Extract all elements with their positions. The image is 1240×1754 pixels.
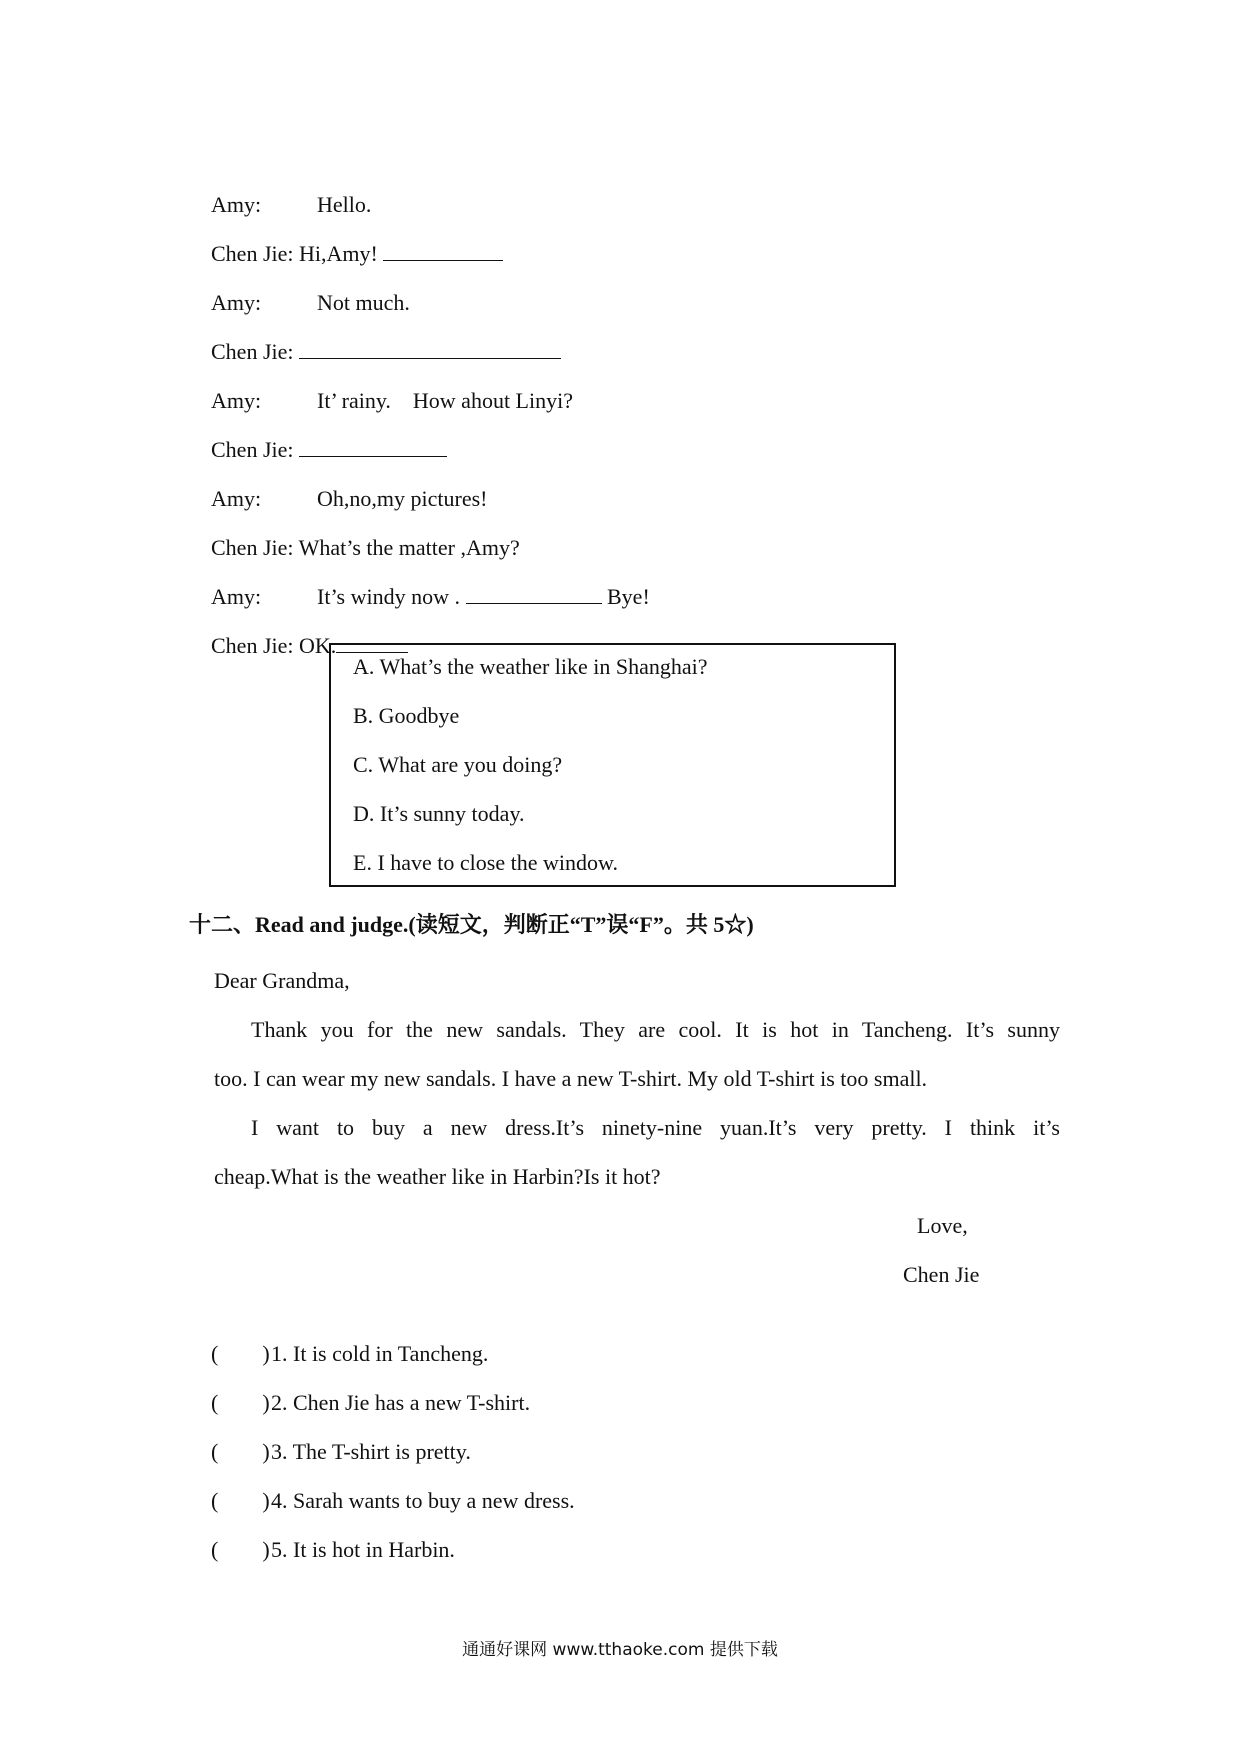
section-heading: 十二、Read and judge.(读短文，判断正“T”误“F”。共 5☆) [189, 912, 754, 937]
dialogue-text: What’s the matter ,Amy? [293, 535, 520, 560]
speaker-label: Chen Jie: [211, 339, 294, 364]
letter-closing: Love, [917, 1213, 968, 1238]
answer-paren[interactable]: ( ) [211, 1390, 270, 1415]
dialogue-text: It’ rainy. How ahout Linyi? [317, 388, 573, 413]
answer-paren[interactable]: ( ) [211, 1341, 270, 1366]
question-text: 1. It is cold in Tancheng. [271, 1341, 489, 1366]
dialogue-text: Hi,Amy! [293, 241, 384, 266]
option-c: C. What are you doing? [353, 752, 563, 777]
letter-signature: Chen Jie [903, 1262, 980, 1287]
question-item [189, 1505, 455, 1595]
question-text: 5. It is hot in Harbin. [271, 1537, 455, 1562]
speaker-label: Chen Jie: [211, 535, 294, 560]
page-footer: 通通好课网 www.tthaoke.com 提供下载 [462, 1640, 778, 1660]
question-text: 2. Chen Jie has a new T-shirt. [271, 1390, 531, 1415]
speaker-label: Amy: [211, 584, 262, 609]
question-text: 4. Sarah wants to buy a new dress. [271, 1488, 575, 1513]
answer-paren[interactable]: ( ) [211, 1537, 270, 1562]
dialogue-text: Not much. [317, 290, 410, 315]
option-d: D. It’s sunny today. [353, 801, 525, 826]
dialogue-text: Hello. [317, 192, 372, 217]
dialogue-text: Bye! [601, 584, 650, 609]
letter-greeting: Dear Grandma, [214, 968, 350, 993]
options-box [329, 643, 896, 887]
letter-paragraph-line: cheap.What is the weather like in Harbin?Is it hot? [214, 1164, 661, 1189]
answer-paren[interactable]: ( ) [211, 1488, 270, 1513]
question-text: 3. The T-shirt is pretty. [271, 1439, 471, 1464]
dialogue-text: It’s windy now . [317, 584, 466, 609]
letter-paragraph-line: I want to buy a new dress.It’s ninety-nine yuan.It’s very pretty. I think it’s [251, 1115, 1060, 1140]
dialogue-text: OK. [293, 633, 337, 658]
speaker-label: Chen Jie: [211, 241, 294, 266]
option-a: A. What’s the weather like in Shanghai? [353, 654, 708, 679]
option-b: B. Goodbye [353, 703, 460, 728]
letter-paragraph-line: too. I can wear my new sandals. I have a new T-shirt. My old T-shirt is too small. [214, 1066, 928, 1091]
speaker-label: Chen Jie: [211, 633, 294, 658]
dialogue-text: Oh,no,my pictures! [317, 486, 488, 511]
speaker-label: Amy: [211, 290, 262, 315]
answer-blank[interactable] [466, 583, 602, 604]
speaker-label: Amy: [211, 388, 262, 413]
speaker-label: Amy: [211, 192, 262, 217]
answer-paren[interactable]: ( ) [211, 1439, 270, 1464]
letter-paragraph-line: Thank you for the new sandals. They are cool. It is hot in Tancheng. It’s sunny [251, 1017, 1060, 1042]
option-e: E. I have to close the window. [353, 850, 618, 875]
speaker-label: Amy: [211, 486, 262, 511]
speaker-label: Chen Jie: [211, 437, 294, 462]
